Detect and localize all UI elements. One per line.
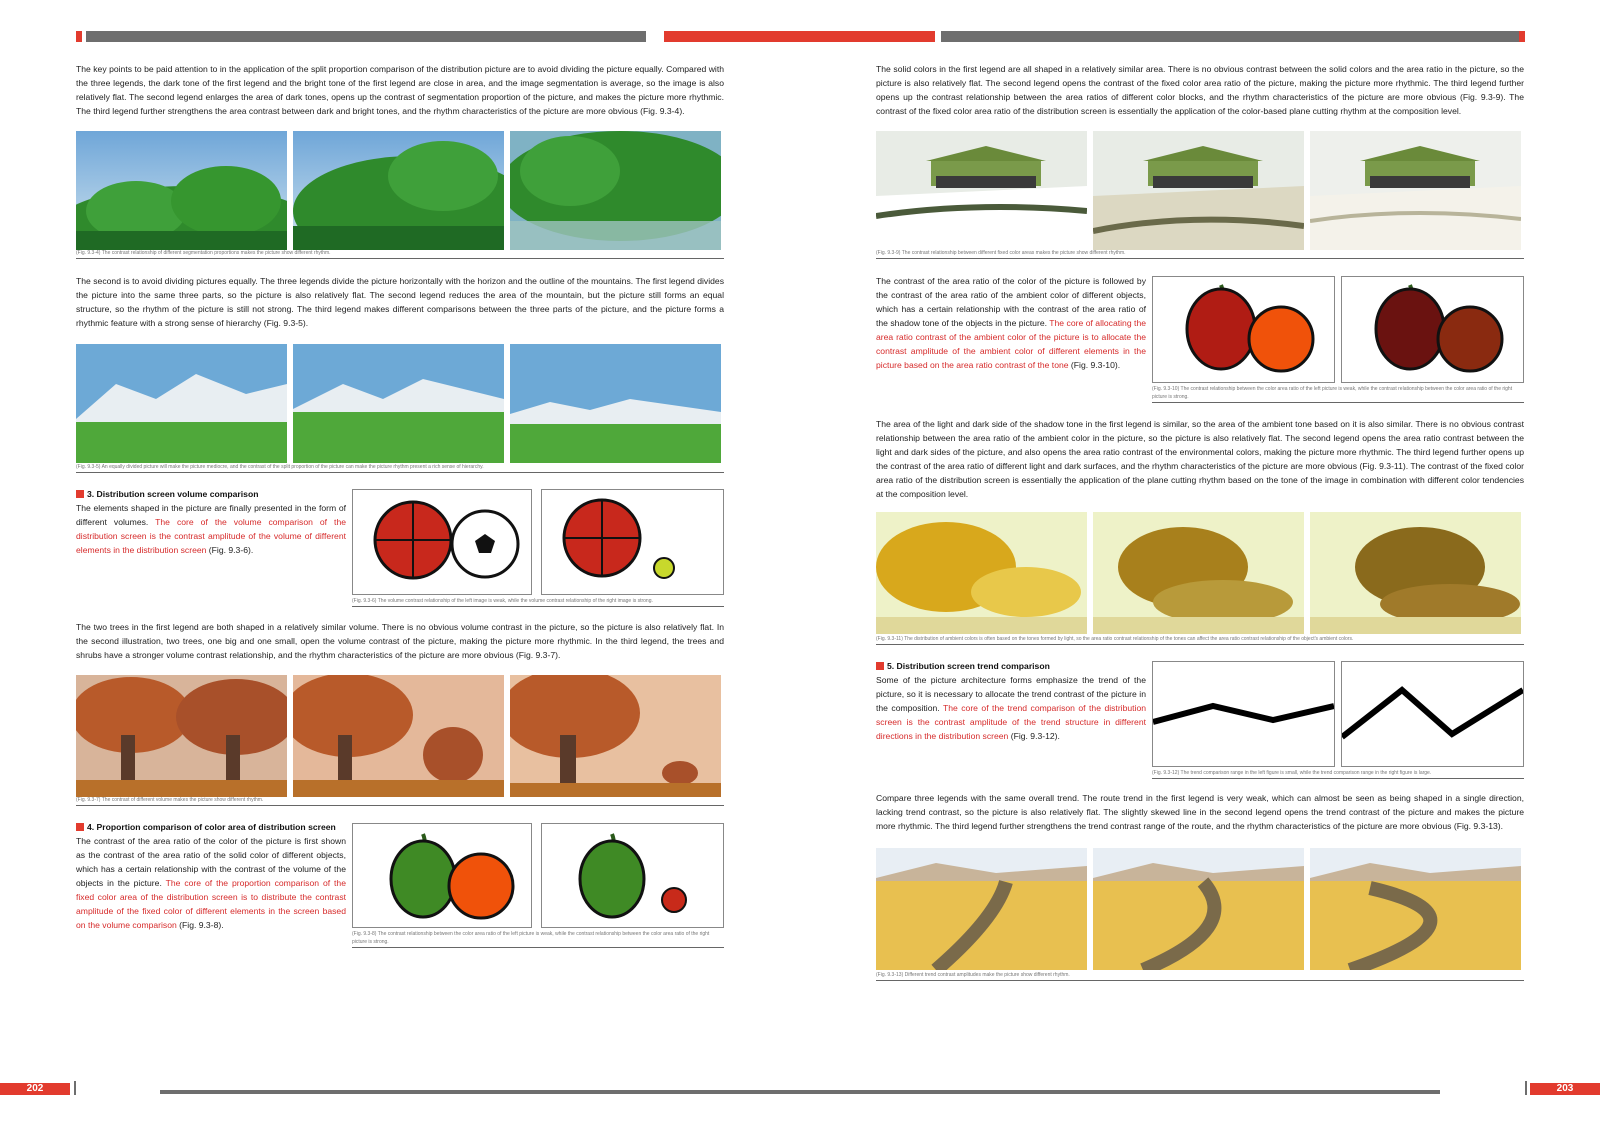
paragraph: The key points to be paid attention to in the application of the split proportion comparison of the distribution picture are to avoid dividing the picture equally. Compared with the three legends, the dark tone of the first legend and the bright tone of the first legend are close in area, and the image segmentation is average, so the image is also relatively flat. The second legend enlarges the area of dark tones, opens up the contrast of segmentation proportion of the picture, and makes the picture more rhythmic. The third legend further strengthens the area contrast between dark and bright tones, and the rhythm characteristics of the picture are more obvious (Fig. 9.3-4). — [76, 64, 724, 116]
mountain-landscape-image — [510, 344, 721, 463]
figure-balls-left — [352, 489, 532, 595]
right-page — [800, 0, 1600, 1131]
figure-pepper-right — [541, 823, 724, 928]
figure-pepper-ambient-left — [1152, 276, 1335, 383]
field-road-image — [876, 848, 1087, 970]
bullet-square-icon — [76, 823, 84, 831]
top-bar-red — [664, 31, 800, 42]
autumn-trees-image — [293, 675, 504, 797]
section-3: 3. Distribution screen volume comparison The elements shaped in the picture are finally presented in the form of different volumes. The core of the volume comparison of the distribution screen is the contrast amplitude of the volume of different elements in the distribution screen (Fig. 9.3-6). — [76, 489, 347, 555]
yellow-tree-image — [1093, 512, 1304, 634]
figure-autumn-trees-row — [76, 675, 721, 797]
figure-house-row — [876, 131, 1521, 250]
mountain-landscape-image — [293, 344, 504, 463]
footer-rule — [800, 1090, 1440, 1094]
figure-caption: (Fig. 9.3-13) Different trend contrast amplitudes make the picture show different rhythm. — [876, 971, 1524, 981]
paragraph: Compare three legends with the same overall trend. The route trend in the first legend is very weak, which can almost be seen as being shaped in a single direction, lacking trend contrast, so the picture is also relatively flat. The slightly skewed line in the second legend opens the trend contrast of the picture and makes the picture more rhythmic. The third legend further strengthens the trend contrast range of the route, and the rhythm characteristics of the picture are more obvious (Fig. 9.3-13). — [876, 793, 1524, 831]
footer-mark — [1525, 1081, 1527, 1095]
top-bar-accent — [76, 31, 82, 42]
tree-canopy-image — [510, 131, 721, 250]
figure-yellow-trees-row — [876, 512, 1521, 634]
figure-caption: (Fig. 9.3-4) The contrast relationship of different segmentation proportions makes the picture show different rhythm. — [76, 249, 724, 259]
paragraph: The area of the light and dark side of the shadow tone in the first legend is similar, so the area of the ambient tone based on it is also similar. There is no obvious contrast relationship between the area ratio of the ambient color in the picture, so the picture is also relatively flat. The second legend opens the area ratio contrast between the light and dark sides of the picture, and also opens the area ratio contrast of the environmental colors, making the picture more rhythmic. The third legend further opens up the contrast of the area ratio of different light and dark surfaces, and the rhythm characteristics of the picture are more obvious (Fig. 9.3-11). The contrast of the fixed color area ratio of the distribution screen is essentially the application of the plane cutting rhythm based on the tone of the image in combination with different color tendencies at the composition level. — [876, 419, 1524, 499]
figure-trend-left — [1152, 661, 1335, 767]
figure-caption: (Fig. 9.3-6) The volume contrast relationship of the left image is weak, while the volume contrast relationship of the right image is strong. — [352, 597, 724, 607]
bullet-square-icon — [876, 662, 884, 670]
section-heading: 3. Distribution screen volume comparison — [76, 487, 346, 501]
yellow-tree-image — [876, 512, 1087, 634]
footer-mark — [74, 1081, 76, 1095]
paragraph-ambient: The contrast of the area ratio of the color of the picture is followed by the contrast of the area ratio of the ambient color of different objects, which has a certain relationship with the contrast of the area ratio of the shadow tone of the objects in the picture. The core of allocating the area ratio contrast of the ambient color of the picture is to allocate the contrast amplitude of the ambient color of different elements in the picture based on the area ratio contrast of the tone (Fig. 9.3-10). — [876, 276, 1146, 370]
autumn-trees-image — [510, 675, 721, 797]
weak-trend-line — [1153, 662, 1334, 766]
figure-caption: (Fig. 9.3-9) The contrast relationship between different fixed color areas makes the picture show different rhythm. — [876, 249, 1524, 259]
figure-caption: (Fig. 9.3-7) The contrast of different volume makes the picture show different rhythm. — [76, 796, 724, 806]
bullet-square-icon — [76, 490, 84, 498]
top-bar-gray — [86, 31, 646, 42]
paragraph: The second is to avoid dividing pictures equally. The three legends divide the picture horizontally with the horizon and the outline of the mountains. The first legend divides the picture into the same three parts, so the picture is also relatively flat. The second legend reduces the area of the mountain, but the picture still forms an equal structure, so the rhythm of the picture is still not strong. The third legend makes different comparisons between the three parts of the picture, and the picture forms a rhythmic feature with a strong sense of hierarchy (Fig. 9.3-5). — [76, 276, 724, 328]
pepper-cherry-tomato-image — [542, 824, 723, 927]
autumn-trees-image — [76, 675, 287, 797]
figure-caption: (Fig. 9.3-8) The contrast relationship between the color area ratio of the left picture is weak, while the contrast relationship between the color area ratio of the right picture is strong. — [352, 930, 724, 948]
figure-caption: (Fig. 9.3-12) The trend comparison range in the left figure is small, while the trend comparison range in the right figure is large. — [1152, 769, 1524, 779]
house-field-image — [876, 131, 1087, 250]
house-field-image — [1310, 131, 1521, 250]
top-bar-accent — [1519, 31, 1525, 42]
section-5: 5. Distribution screen trend comparison Some of the picture architecture forms emphasize the trend of the picture, so it is necessary to allocate the trend contrast of the picture in the composition. The core of the trend comparison of the distribution screen is the contrast amplitude of the trend structure in different directions in the distribution screen (Fig. 9.3-12). — [876, 661, 1147, 741]
mountain-landscape-image — [76, 344, 287, 463]
house-field-image — [1093, 131, 1304, 250]
tree-canopy-image — [76, 131, 287, 250]
strong-trend-line — [1342, 662, 1523, 766]
page-number: 203 — [1530, 1083, 1600, 1095]
figure-mountains-row — [76, 344, 721, 463]
figure-caption: (Fig. 9.3-5) An equally divided picture will make the picture mediocre, and the contrast of the split proportion of the picture can make the picture rhythm present a rich sense of hierarchy. — [76, 463, 724, 473]
page-number: 202 — [0, 1083, 70, 1095]
dark-pepper-tomato-image — [1342, 277, 1523, 382]
section-heading: 4. Proportion comparison of color area of distribution screen — [76, 820, 346, 834]
figure-balls-right — [541, 489, 724, 595]
basketball-tennisball-image — [542, 490, 723, 594]
figure-pepper-ambient-right — [1341, 276, 1524, 383]
figure-road-row — [876, 848, 1521, 970]
section-4: 4. Proportion comparison of color area of distribution screen The contrast of the area ratio of the color of the picture is first shown as the contrast of the area ratio of the solid color of different objects, which has a certain relationship with the contrast of the volume of the objects in the picture. The core of the proportion comparison of the fixed color area of the distribution screen is to distribute the contrast amplitude of the fixed color of different elements in the screen based on the volume comparison (Fig. 9.3-8). — [76, 822, 346, 930]
figure-trend-right — [1341, 661, 1524, 767]
basketball-football-image — [353, 490, 531, 594]
paragraph: The two trees in the first legend are both shaped in a relatively similar volume. There is no obvious volume contrast in the picture, so the picture is also relatively flat. In the second illustration, two trees, one big and one small, open the volume contrast of the picture, making the picture more rhythmic. In the third legend, the trees and shrubs have a stronger volume contrast relationship, and the rhythm characteristics of the picture are more obvious (Fig. 9.3-7). — [76, 622, 724, 660]
yellow-tree-image — [1310, 512, 1521, 634]
footer-rule — [160, 1090, 800, 1094]
tree-canopy-image — [293, 131, 504, 250]
figure-trees-row — [76, 131, 721, 250]
top-bar-gray — [941, 31, 1521, 42]
figure-caption: (Fig. 9.3-11) The distribution of ambient colors is often based on the tones formed by light, so the area ratio contrast relationship of the tones can affect the area ratio contrast relationship of the object's ambient colors. — [876, 635, 1524, 645]
red-pepper-tomato-image — [1153, 277, 1334, 382]
paragraph: The solid colors in the first legend are all shaped in a relatively similar area. There is no obvious contrast between the solid colors and the area ratio in the picture, so the picture is also relatively flat. The second legend opens the contrast of the fixed color area ratio of the picture, making the picture more rhythmic. The third legend further opens up the contrast relationship between the area ratios of different color blocks, and the rhythm characteristics of the picture are more obvious (Fig. 9.3-9). The contrast of the fixed color area ratio of the distribution screen is essentially the application of the color-based plane cutting rhythm at the composition level. — [876, 64, 1524, 116]
field-road-image — [1310, 848, 1521, 970]
field-road-image — [1093, 848, 1304, 970]
top-bar-red — [800, 31, 935, 42]
section-heading: 5. Distribution screen trend comparison — [876, 659, 1146, 673]
pepper-tomato-image — [353, 824, 531, 927]
figure-pepper-left — [352, 823, 532, 928]
figure-caption: (Fig. 9.3-10) The contrast relationship between the color area ratio of the left picture is weak, while the contrast relationship between the color area ratio of the right picture is strong. — [1152, 385, 1524, 403]
